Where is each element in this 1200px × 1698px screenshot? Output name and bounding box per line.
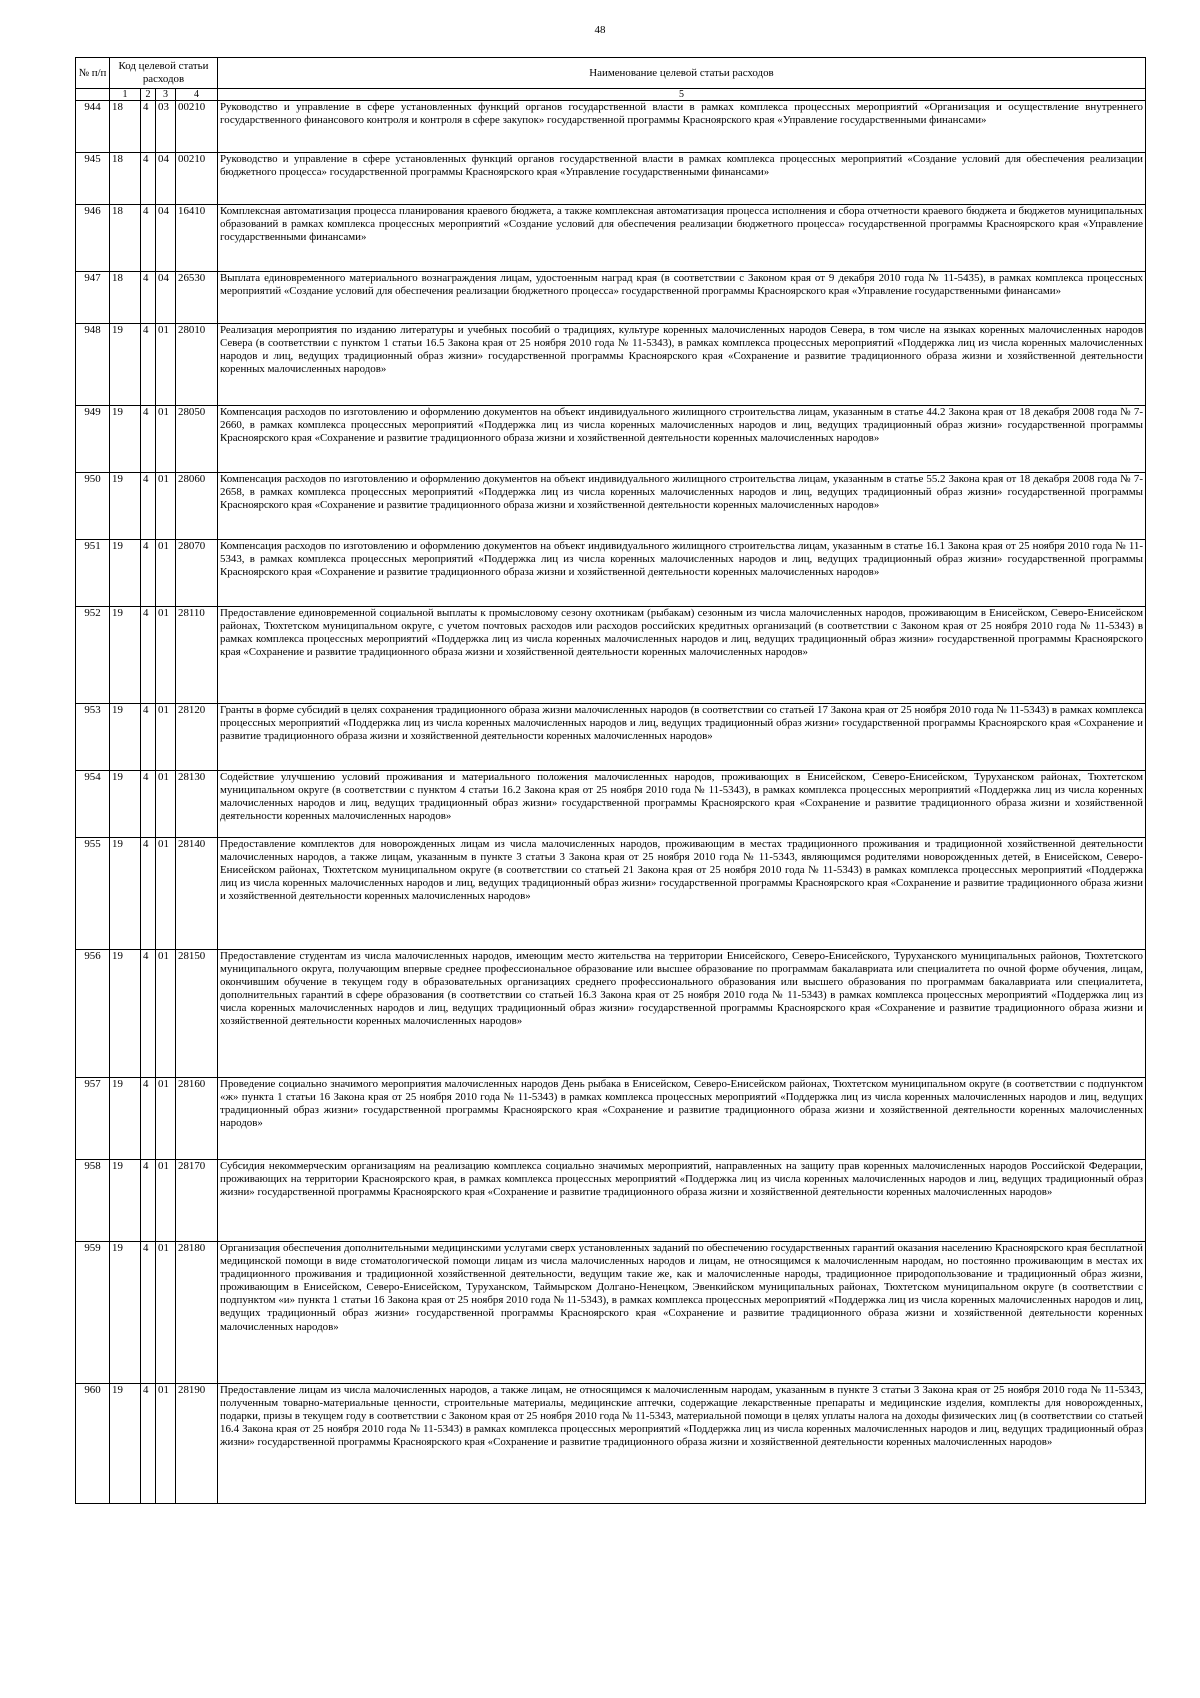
table-row — [76, 272, 1146, 324]
code-direction-cell: 28130 — [176, 771, 218, 838]
row-number-cell: 954 — [76, 771, 110, 838]
code-program-cell: 19 — [110, 324, 141, 406]
header-code-group: Код целевой статьи расходов — [110, 58, 218, 89]
target-expenditure-table — [75, 57, 1146, 1504]
table-row — [76, 838, 1146, 950]
code-subprogram-cell: 4 — [141, 324, 156, 406]
code-program-cell: 19 — [110, 540, 141, 607]
code-event-cell: 01 — [156, 1078, 176, 1160]
description-cell: Компенсация расходов по изготовлению и оформлению документов на объект индивидуального жилищного строительства лицам, указанным в статье 55.2 Закона края от 18 декабря 2008 года № 7-2658, в рамках комплекса процессных мероприятий «Поддержка лиц из числа коренных малочисленных народов и лиц, ведущих традиционный образ жизни» государственной программы Красноярского края «Сохранение и развитие традиционного образа жизни и хозяйственной деятельности коренных малочисленных народов» — [218, 473, 1146, 540]
code-subprogram-cell: 4 — [141, 272, 156, 324]
description-cell: Предоставление лицам из числа малочисленных народов, а также лицам, не относящимся к малочисленным народам, указанным в пункте 3 статьи 3 Закона края от 25 ноября 2010 года № 11-5343, полученным товарно-материальные ценности, строительные материалы, медицинские аптечки, содержащие лекарственные препараты и медицинские изделия, комплекты для новорожденных, подарки, призы в текущем году в соответствии с Законом края от 25 ноября 2010 года № 11-5343, материальной помощи в целях уплаты налога на доходы физических лиц (в соответствии со статьей 16.4 Закона края от 25 ноября 2010 года № 11-5343) в рамках комплекса процессных мероприятий «Поддержка лиц из числа коренных малочисленных народов и лиц, ведущих традиционный образ жизни» государственной программы Красноярского края «Сохранение и развитие традиционного образа жизни и хозяйственной деятельности коренных малочисленных народов» — [218, 1384, 1146, 1504]
code-event-cell: 04 — [156, 153, 176, 205]
row-number-cell: 953 — [76, 704, 110, 771]
code-subprogram-cell: 4 — [141, 540, 156, 607]
description-cell: Организация обеспечения дополнительными медицинскими услугами сверх установленных заданий по обеспечению государственных гарантий оказания населению Красноярского края бесплатной медицинской помощи в виде стоматологической помощи лицам из числа малочисленных народов и лицам, не относящимся к малочисленным народам, но постоянно проживающим в местах их традиционного проживания и традиционной хозяйственной деятельности, ведущим такие же, как и малочисленные народы, традиционное природопользование и традиционный образ жизни, проживающим в Енисейском, Северо-Енисейском, Туруханском, Таймырском Долгано-Ненецком, Эвенкийском муниципальных районах, Тюхтетском муниципальном округе (в соответствии с подпунктом «и» пункта 1 статьи 16 Закона края от 25 ноября 2010 года № 11-5343), в рамках комплекса процессных мероприятий «Поддержка лиц из числа коренных малочисленных народов и лиц, ведущих традиционный образ жизни» государственной программы Красноярского края «Сохранение и развитие традиционного образа жизни и хозяйственной деятельности коренных малочисленных народов» — [218, 1242, 1146, 1384]
code-direction-cell: 28010 — [176, 324, 218, 406]
code-program-cell: 19 — [110, 406, 141, 473]
code-event-cell: 01 — [156, 540, 176, 607]
table-row — [76, 324, 1146, 406]
table-row — [76, 205, 1146, 272]
code-direction-cell: 16410 — [176, 205, 218, 272]
code-direction-cell: 28070 — [176, 540, 218, 607]
header-col-blank — [76, 89, 110, 101]
code-event-cell: 01 — [156, 1242, 176, 1384]
row-number-cell: 944 — [76, 101, 110, 153]
code-program-cell: 19 — [110, 704, 141, 771]
code-program-cell: 19 — [110, 1384, 141, 1504]
code-direction-cell: 26530 — [176, 272, 218, 324]
code-program-cell: 19 — [110, 1078, 141, 1160]
code-event-cell: 03 — [156, 101, 176, 153]
code-subprogram-cell: 4 — [141, 771, 156, 838]
code-subprogram-cell: 4 — [141, 406, 156, 473]
code-direction-cell: 28160 — [176, 1078, 218, 1160]
description-cell: Предоставление студентам из числа малочисленных народов, имеющим место жительства на территории Енисейского, Северо-Енисейского, Туруханского муниципальных районов, Тюхтетского муниципального округа, получающим впервые среднее профессиональное образование или высшее образование по программам бакалавриата или специалитета по очной форме обучения, лицам, окончившим обучение в текущем году в образовательных организациях среднего профессионального образования или высшего образования по программам бакалавриата или специалитета, дополнительных гарантий в сфере образования (в соответствии со статьей 16.3 Закона края от 25 ноября 2010 года № 11-5343) в рамках комплекса процессных мероприятий «Поддержка лиц из числа коренных малочисленных народов и лиц, ведущих традиционный образ жизни» государственной программы Красноярского края «Сохранение и развитие традиционного образа жизни и хозяйственной деятельности коренных малочисленных народов» — [218, 950, 1146, 1078]
description-cell: Руководство и управление в сфере установленных функций органов государственной власти в рамках комплекса процессных мероприятий «Создание условий для обеспечения реализации бюджетного процесса» государственной программы Красноярского края «Управление государственными финансами» — [218, 153, 1146, 205]
code-subprogram-cell: 4 — [141, 950, 156, 1078]
table-row — [76, 406, 1146, 473]
table-row — [76, 607, 1146, 704]
code-event-cell: 01 — [156, 950, 176, 1078]
row-number-cell: 955 — [76, 838, 110, 950]
table-row — [76, 473, 1146, 540]
page-number: 48 — [594, 24, 606, 36]
table-row — [76, 1384, 1146, 1504]
table-row — [76, 1242, 1146, 1384]
description-cell: Компенсация расходов по изготовлению и оформлению документов на объект индивидуального жилищного строительства лицам, указанным в статье 44.2 Закона края от 18 декабря 2008 года № 7-2660, в рамках комплекса процессных мероприятий «Поддержка лиц из числа коренных малочисленных народов и лиц, ведущих традиционный образ жизни» государственной программы Красноярского края «Сохранение и развитие традиционного образа жизни и хозяйственной деятельности коренных малочисленных народов» — [218, 406, 1146, 473]
header-row-number: № п/п — [76, 58, 110, 89]
table-row — [76, 1078, 1146, 1160]
description-cell: Компенсация расходов по изготовлению и оформлению документов на объект индивидуального жилищного строительства лицам, указанным в статье 16.1 Закона края от 25 ноября 2010 года № 11-5343, в рамках комплекса процессных мероприятий «Поддержка лиц из числа коренных малочисленных народов и лиц, ведущих традиционный образ жизни» государственной программы Красноярского края «Сохранение и развитие традиционного образа жизни и хозяйственной деятельности коренных малочисленных народов» — [218, 540, 1146, 607]
code-subprogram-cell: 4 — [141, 1160, 156, 1242]
code-event-cell: 04 — [156, 205, 176, 272]
row-number-cell: 945 — [76, 153, 110, 205]
row-number-cell: 952 — [76, 607, 110, 704]
description-cell: Субсидия некоммерческим организациям на реализацию комплекса социально значимых мероприятий, направленных на защиту прав коренных малочисленных народов Российской Федерации, проживающих на территории Красноярского края, в рамках комплекса процессных мероприятий «Поддержка лиц из числа коренных малочисленных народов и лиц, ведущих традиционный образ жизни» государственной программы Красноярского края «Сохранение и развитие традиционного образа жизни и хозяйственной деятельности коренных малочисленных народов» — [218, 1160, 1146, 1242]
code-direction-cell: 28050 — [176, 406, 218, 473]
row-number-cell: 959 — [76, 1242, 110, 1384]
code-direction-cell: 28140 — [176, 838, 218, 950]
row-number-cell: 947 — [76, 272, 110, 324]
row-number-cell: 957 — [76, 1078, 110, 1160]
code-subprogram-cell: 4 — [141, 153, 156, 205]
code-event-cell: 01 — [156, 607, 176, 704]
code-direction-cell: 28150 — [176, 950, 218, 1078]
description-cell: Комплексная автоматизация процесса планирования краевого бюджета, а также комплексная автоматизация процесса исполнения и сбора отчетности краевого бюджета и бюджетов муниципальных образований в рамках комплекса процессных мероприятий «Создание условий для обеспечения реализации бюджетного процесса» государственной программы Красноярского края «Управление государственными финансами» — [218, 205, 1146, 272]
table-row — [76, 771, 1146, 838]
code-subprogram-cell: 4 — [141, 838, 156, 950]
code-event-cell: 01 — [156, 838, 176, 950]
code-event-cell: 01 — [156, 324, 176, 406]
code-direction-cell: 28190 — [176, 1384, 218, 1504]
table-row — [76, 704, 1146, 771]
row-number-cell: 950 — [76, 473, 110, 540]
code-event-cell: 01 — [156, 1384, 176, 1504]
code-program-cell: 19 — [110, 771, 141, 838]
code-program-cell: 18 — [110, 272, 141, 324]
description-cell: Гранты в форме субсидий в целях сохранения традиционного образа жизни малочисленных народов (в соответствии со статьей 17 Закона края от 25 ноября 2010 года № 11-5343) в рамках комплекса процессных мероприятий «Поддержка лиц из числа коренных малочисленных народов и лиц, ведущих традиционный образ жизни» государственной программы Красноярского края «Сохранение и развитие традиционного образа жизни и хозяйственной деятельности коренных малочисленных народов» — [218, 704, 1146, 771]
header-col-number-2: 2 — [141, 89, 156, 101]
code-direction-cell: 28110 — [176, 607, 218, 704]
row-number-cell: 960 — [76, 1384, 110, 1504]
row-number-cell: 958 — [76, 1160, 110, 1242]
code-program-cell: 19 — [110, 473, 141, 540]
table-row — [76, 540, 1146, 607]
code-direction-cell: 00210 — [176, 101, 218, 153]
code-subprogram-cell: 4 — [141, 1384, 156, 1504]
header-col-number-4: 4 — [176, 89, 218, 101]
table-row — [76, 1160, 1146, 1242]
description-cell: Реализация мероприятия по изданию литературы и учебных пособий о традициях, культуре коренных малочисленных народов Севера, в том числе на языках коренных малочисленных народов Севера (в соответствии с пунктом 1 статьи 16.5 Закона края от 25 ноября 2010 года № 11-5343), в рамках комплекса процессных мероприятий «Поддержка лиц из числа коренных малочисленных народов и лиц, ведущих традиционный образ жизни» государственной программы Красноярского края «Сохранение и развитие традиционного образа жизни и хозяйственной деятельности коренных малочисленных народов» — [218, 324, 1146, 406]
code-direction-cell: 28060 — [176, 473, 218, 540]
code-event-cell: 01 — [156, 771, 176, 838]
code-event-cell: 01 — [156, 473, 176, 540]
code-program-cell: 18 — [110, 101, 141, 153]
code-program-cell: 19 — [110, 1160, 141, 1242]
code-subprogram-cell: 4 — [141, 1242, 156, 1384]
description-cell: Выплата единовременного материального вознаграждения лицам, удостоенным наград края (в соответствии с Законом края от 9 декабря 2010 года № 11-5435), в рамках комплекса процессных мероприятий «Создание условий для обеспечения реализации бюджетного процесса» государственной программы Красноярского края «Управление государственными финансами» — [218, 272, 1146, 324]
code-event-cell: 01 — [156, 406, 176, 473]
code-subprogram-cell: 4 — [141, 101, 156, 153]
table-row — [76, 950, 1146, 1078]
code-subprogram-cell: 4 — [141, 205, 156, 272]
code-program-cell: 19 — [110, 607, 141, 704]
header-col-number-1: 1 — [110, 89, 141, 101]
code-program-cell: 18 — [110, 205, 141, 272]
code-program-cell: 19 — [110, 950, 141, 1078]
code-direction-cell: 28120 — [176, 704, 218, 771]
code-event-cell: 01 — [156, 704, 176, 771]
header-name: Наименование целевой статьи расходов — [218, 58, 1146, 89]
code-subprogram-cell: 4 — [141, 1078, 156, 1160]
code-program-cell: 19 — [110, 838, 141, 950]
table-row — [76, 153, 1146, 205]
row-number-cell: 951 — [76, 540, 110, 607]
description-cell: Содействие улучшению условий проживания и материального положения малочисленных народов, проживающих в Енисейском, Северо-Енисейском, Туруханском районах, Тюхтетском муниципальном округе (в соответствии с пунктом 4 статьи 16.2 Закона края от 25 ноября 2010 года № 11-5343), в рамках комплекса процессных мероприятий «Поддержка лиц из числа коренных малочисленных народов и лиц, ведущих традиционный образ жизни» государственной программы Красноярского края «Сохранение и развитие традиционного образа жизни и хозяйственной деятельности коренных малочисленных народов» — [218, 771, 1146, 838]
code-direction-cell: 28170 — [176, 1160, 218, 1242]
row-number-cell: 946 — [76, 205, 110, 272]
description-cell: Проведение социально значимого мероприятия малочисленных народов День рыбака в Енисейском, Северо-Енисейском районах, Тюхтетском муниципальном округе (в соответствии с подпунктом «ж» пункта 1 статьи 16 Закона края от 25 ноября 2010 года № 11-5343) в рамках комплекса процессных мероприятий «Поддержка лиц из числа коренных малочисленных народов и лиц, ведущих традиционный образ жизни» государственной программы Красноярского края «Сохранение и развитие традиционного образа жизни и хозяйственной деятельности коренных малочисленных народов» — [218, 1078, 1146, 1160]
row-number-cell: 956 — [76, 950, 110, 1078]
code-subprogram-cell: 4 — [141, 473, 156, 540]
row-number-cell: 948 — [76, 324, 110, 406]
code-program-cell: 18 — [110, 153, 141, 205]
description-cell: Предоставление единовременной социальной выплаты к промысловому сезону охотникам (рыбакам) сезонным из числа малочисленных народов, проживающим в Енисейском, Северо-Енисейском районах, Тюхтетском муниципальном округе, с учетом почтовых расходов или расходов российских кредитных организаций (в соответствии с Законом края от 25 ноября 2010 года № 11-5343) в рамках комплекса процессных мероприятий «Поддержка лиц из числа коренных малочисленных народов и лиц, ведущих традиционный образ жизни» государственной программы Красноярского края «Сохранение и развитие традиционного образа жизни и хозяйственной деятельности коренных малочисленных народов» — [218, 607, 1146, 704]
description-cell: Предоставление комплектов для новорожденных лицам из числа малочисленных народов, проживающим в местах традиционного проживания и традиционной хозяйственной деятельности малочисленных народов, а также лицам, указанным в пункте 3 статьи 3 Закона края от 25 ноября 2010 года № 11-5343, являющимся родителями новорожденных детей, в Енисейском, Северо-Енисейском районах, Тюхтетском муниципальном округе (в соответствии со статьей 21 Закона края от 25 ноября 2010 года № 11-5343) в рамках комплекса процессных мероприятий «Поддержка лиц из числа коренных малочисленных народов и лиц, ведущих традиционный образ жизни» государственной программы Красноярского края «Сохранение и развитие традиционного образа жизни и хозяйственной деятельности коренных малочисленных народов» — [218, 838, 1146, 950]
header-col-number-5: 5 — [218, 89, 1146, 101]
code-direction-cell: 28180 — [176, 1242, 218, 1384]
header-col-number-3: 3 — [156, 89, 176, 101]
code-event-cell: 04 — [156, 272, 176, 324]
code-direction-cell: 00210 — [176, 153, 218, 205]
description-cell: Руководство и управление в сфере установленных функций органов государственной власти в рамках комплекса процессных мероприятий «Организация и осуществление внутреннего государственного финансового контроля и контроля в сфере закупок» государственной программы Красноярского края «Управление государственными финансами» — [218, 101, 1146, 153]
row-number-cell: 949 — [76, 406, 110, 473]
table-row — [76, 101, 1146, 153]
code-subprogram-cell: 4 — [141, 607, 156, 704]
code-subprogram-cell: 4 — [141, 704, 156, 771]
code-program-cell: 19 — [110, 1242, 141, 1384]
code-event-cell: 01 — [156, 1160, 176, 1242]
